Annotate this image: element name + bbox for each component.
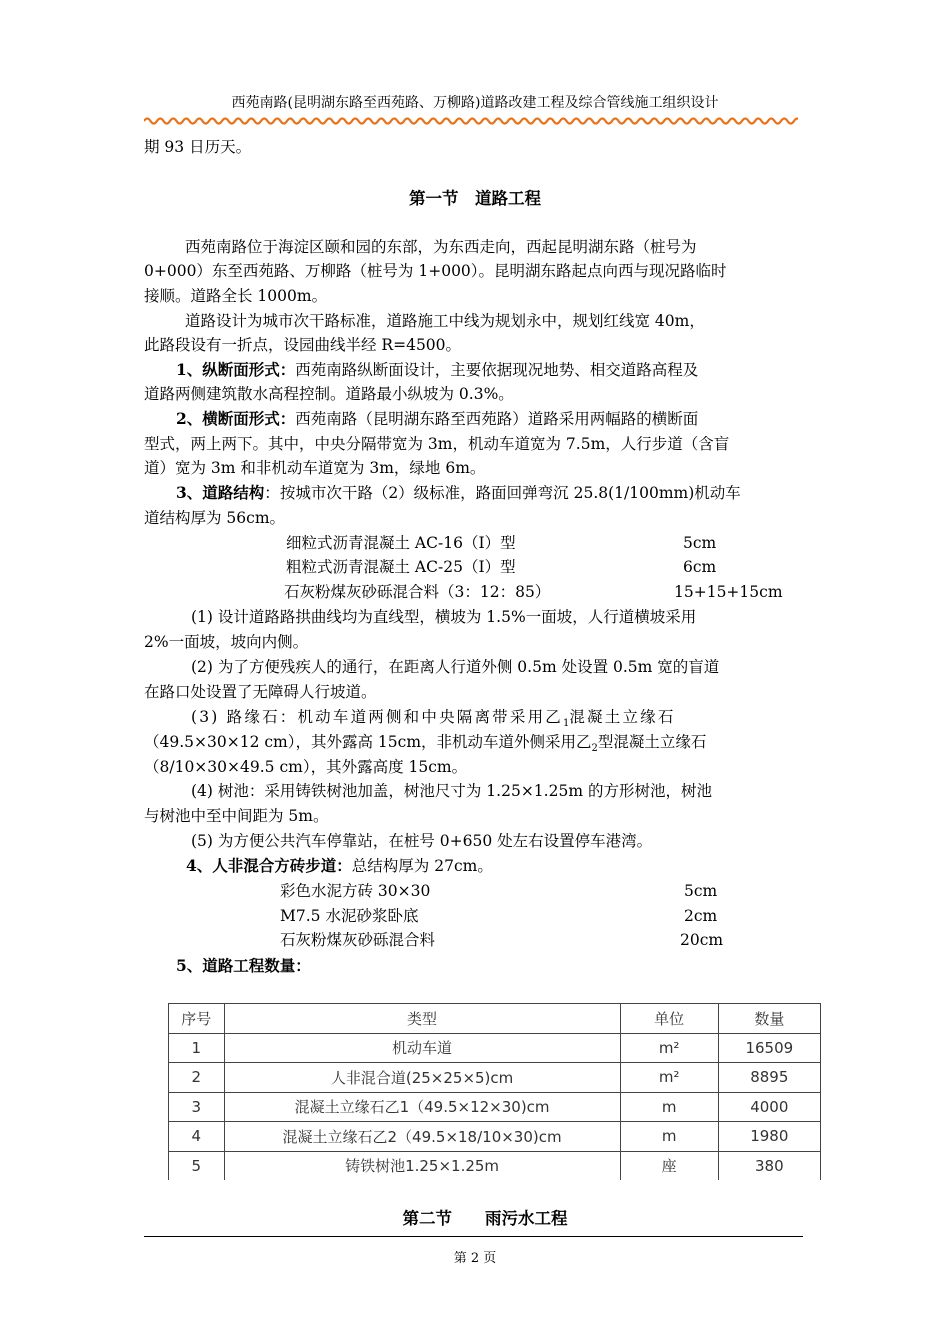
- table-cell-qty: 16509: [718, 1033, 820, 1063]
- table-cell-qty: 1980: [718, 1122, 820, 1152]
- p1-line1: 西苑南路位于海淀区颐和园的东部，为东西走向，西起昆明湖东路（桩号为: [185, 238, 697, 256]
- item2-line2: 型式，两上两下。其中，中央分隔带宽为 3m，机动车道宽为 7.5m，人行步道（含盲: [144, 435, 730, 453]
- note4-line1: (4) 树池：采用铸铁树池加盖，树池尺寸为 1.25×1.25m 的方形树池，树池: [191, 782, 712, 800]
- table-cell-unit: m: [620, 1092, 718, 1122]
- item4-line1: [186, 855, 493, 877]
- item4-label: 4、人非混合方砖步道：: [186, 856, 352, 875]
- table-cell-type: 机动车道: [224, 1033, 620, 1063]
- table-cell-no: 2: [169, 1063, 225, 1093]
- table-cell-type: 混凝土立缘石乙1（49.5×12×30)cm: [224, 1092, 620, 1122]
- note4-line2: 与树池中至中间距为 5m。: [144, 807, 329, 825]
- item2-label: 2、横断面形式：: [176, 409, 296, 428]
- item2-text1: 西苑南路（昆明湖东路至西苑路）道路采用两幅路的横断面: [295, 410, 699, 428]
- item3-colon: ：: [264, 484, 280, 502]
- item2-line3: 道）宽为 3m 和非机动车道宽为 3m，绿地 6m。: [144, 459, 486, 477]
- note5-line1: (5) 为方便公共汽车停靠站，在桩号 0+650 处左右设置停车港湾。: [191, 832, 653, 850]
- header-wave-divider: [144, 114, 798, 128]
- item3-line2: 道结构厚为 56cm。: [144, 509, 286, 527]
- table-cell-no: 5: [169, 1151, 225, 1180]
- footer-rule: [144, 1236, 803, 1237]
- paver-layer2-name: M7.5 水泥砂浆卧底: [280, 907, 419, 925]
- item4-text: 总结构厚为 27cm。: [351, 857, 493, 875]
- table-row: [169, 1151, 821, 1180]
- item1-line1: [176, 359, 698, 381]
- footer-page-number: 第 2 页: [453, 1251, 497, 1266]
- item1-line2: 道路两侧建筑散水高程控制。道路最小纵坡为 0.3%。: [144, 385, 514, 403]
- table-cell-no: 3: [169, 1092, 225, 1122]
- paver-layer2-thickness: 2cm: [684, 907, 718, 925]
- table-cell-qty: 4000: [718, 1092, 820, 1122]
- note1-line2: 2%一面坡，坡向内侧。: [144, 633, 309, 651]
- table-header-no: 序号: [169, 1004, 225, 1034]
- note3-text1: (3) 路缘石：机动车道两侧和中央隔离带采用乙: [191, 708, 563, 726]
- layer2-thickness: 6cm: [683, 558, 717, 576]
- p2-line1: 道路设计为城市次干路标准，道路施工中线为规划永中，规划红线宽 40m，: [185, 312, 705, 330]
- table-row: [169, 1092, 821, 1122]
- p1-line2: 0+000）东至西苑路、万柳路（桩号为 1+000）。昆明湖东路起点向西与现况路临时: [144, 262, 727, 280]
- section2-title: 第二节 雨污水工程: [402, 1209, 568, 1228]
- note3-tail1: 混凝土立缘石: [569, 708, 676, 726]
- paver-layer3-thickness: 20cm: [680, 931, 724, 949]
- table-cell-unit: m²: [620, 1033, 718, 1063]
- table-cell-unit: 座: [620, 1151, 718, 1180]
- note3-line3: （8/10×30×49.5 cm），其外露高度 15cm。: [144, 758, 468, 776]
- layer3-name: 石灰粉煤灰砂砾混合料（3：12：85）: [284, 583, 551, 601]
- item1-label: 1、纵断面形式：: [176, 360, 296, 379]
- layer2-name: 粗粒式沥青混凝土 AC-25（Ⅰ）型: [286, 558, 516, 576]
- table-header-row: [169, 1004, 821, 1034]
- paver-layer1-thickness: 5cm: [684, 882, 718, 900]
- note3-tail2: 型混凝土立缘石: [597, 733, 707, 751]
- layer1-thickness: 5cm: [683, 534, 717, 552]
- table-header-qty: 数量: [718, 1004, 820, 1034]
- table-row: [169, 1063, 821, 1093]
- note1-line1: (1) 设计道路路拱曲线均为直线型，横坡为 1.5%一面坡，人行道横坡采用: [191, 608, 697, 626]
- p1-line3: 接顺。道路全长 1000m。: [144, 287, 328, 305]
- note2-line1: (2) 为了方便残疾人的通行，在距离人行道外侧 0.5m 处设置 0.5m 宽的盲道: [191, 658, 720, 676]
- table-cell-no: 1: [169, 1033, 225, 1063]
- table-cell-type: 人非混合道(25×25×5)cm: [224, 1063, 620, 1093]
- table-cell-unit: m²: [620, 1063, 718, 1093]
- table-row: [169, 1033, 821, 1063]
- table-cell-no: 4: [169, 1122, 225, 1152]
- table-cell-unit: m: [620, 1122, 718, 1152]
- table-cell-type: 铸铁树池1.25×1.25m: [224, 1151, 620, 1180]
- layer3-thickness: 15+15+15cm: [674, 583, 783, 601]
- paver-layer3-name: 石灰粉煤灰砂砾混合料: [280, 931, 436, 949]
- item2-line1: [176, 408, 698, 430]
- table-cell-type: 混凝土立缘石乙2（49.5×18/10×30)cm: [224, 1122, 620, 1152]
- section1-title: 第一节 道路工程: [409, 189, 541, 208]
- layer1-name: 细粒式沥青混凝土 AC-16（Ⅰ）型: [286, 534, 516, 552]
- item3-line1: [176, 482, 741, 504]
- table-header-unit: 单位: [620, 1004, 718, 1034]
- table-row: [169, 1122, 821, 1152]
- note3-text2: （49.5×30×12 cm），其外露高 15cm，非机动车道外侧采用乙: [144, 733, 592, 751]
- item3-text1: 按城市次干路（2）级标准，路面回弹弯沉 25.8(1/100mm)机动车: [279, 484, 741, 502]
- table-cell-qty: 380: [718, 1151, 820, 1180]
- note3-sub1: 1: [562, 718, 570, 730]
- item3-label: 3、道路结构: [176, 483, 265, 502]
- table-header-type: 类型: [224, 1004, 620, 1034]
- item1-text1: 西苑南路纵断面设计，主要依据现况地势、相交道路高程及: [295, 361, 699, 379]
- header-title: 西苑南路(昆明湖东路至西苑路、万柳路)道路改建工程及综合管线施工组织设计: [231, 95, 719, 111]
- p2-line2: 此路段设有一折点，设园曲线半经 R=4500。: [144, 336, 462, 354]
- paver-layer1-name: 彩色水泥方砖 30×30: [280, 882, 431, 900]
- note3-sub2: 2: [591, 743, 598, 755]
- intro-line: 期 93 日历天。: [144, 138, 252, 156]
- table-cell-qty: 8895: [718, 1063, 820, 1093]
- item5-label: 5、道路工程数量：: [176, 956, 311, 975]
- note2-line2: 在路口处设置了无障碍人行坡道。: [144, 683, 377, 701]
- quantities-table: [168, 1003, 821, 1180]
